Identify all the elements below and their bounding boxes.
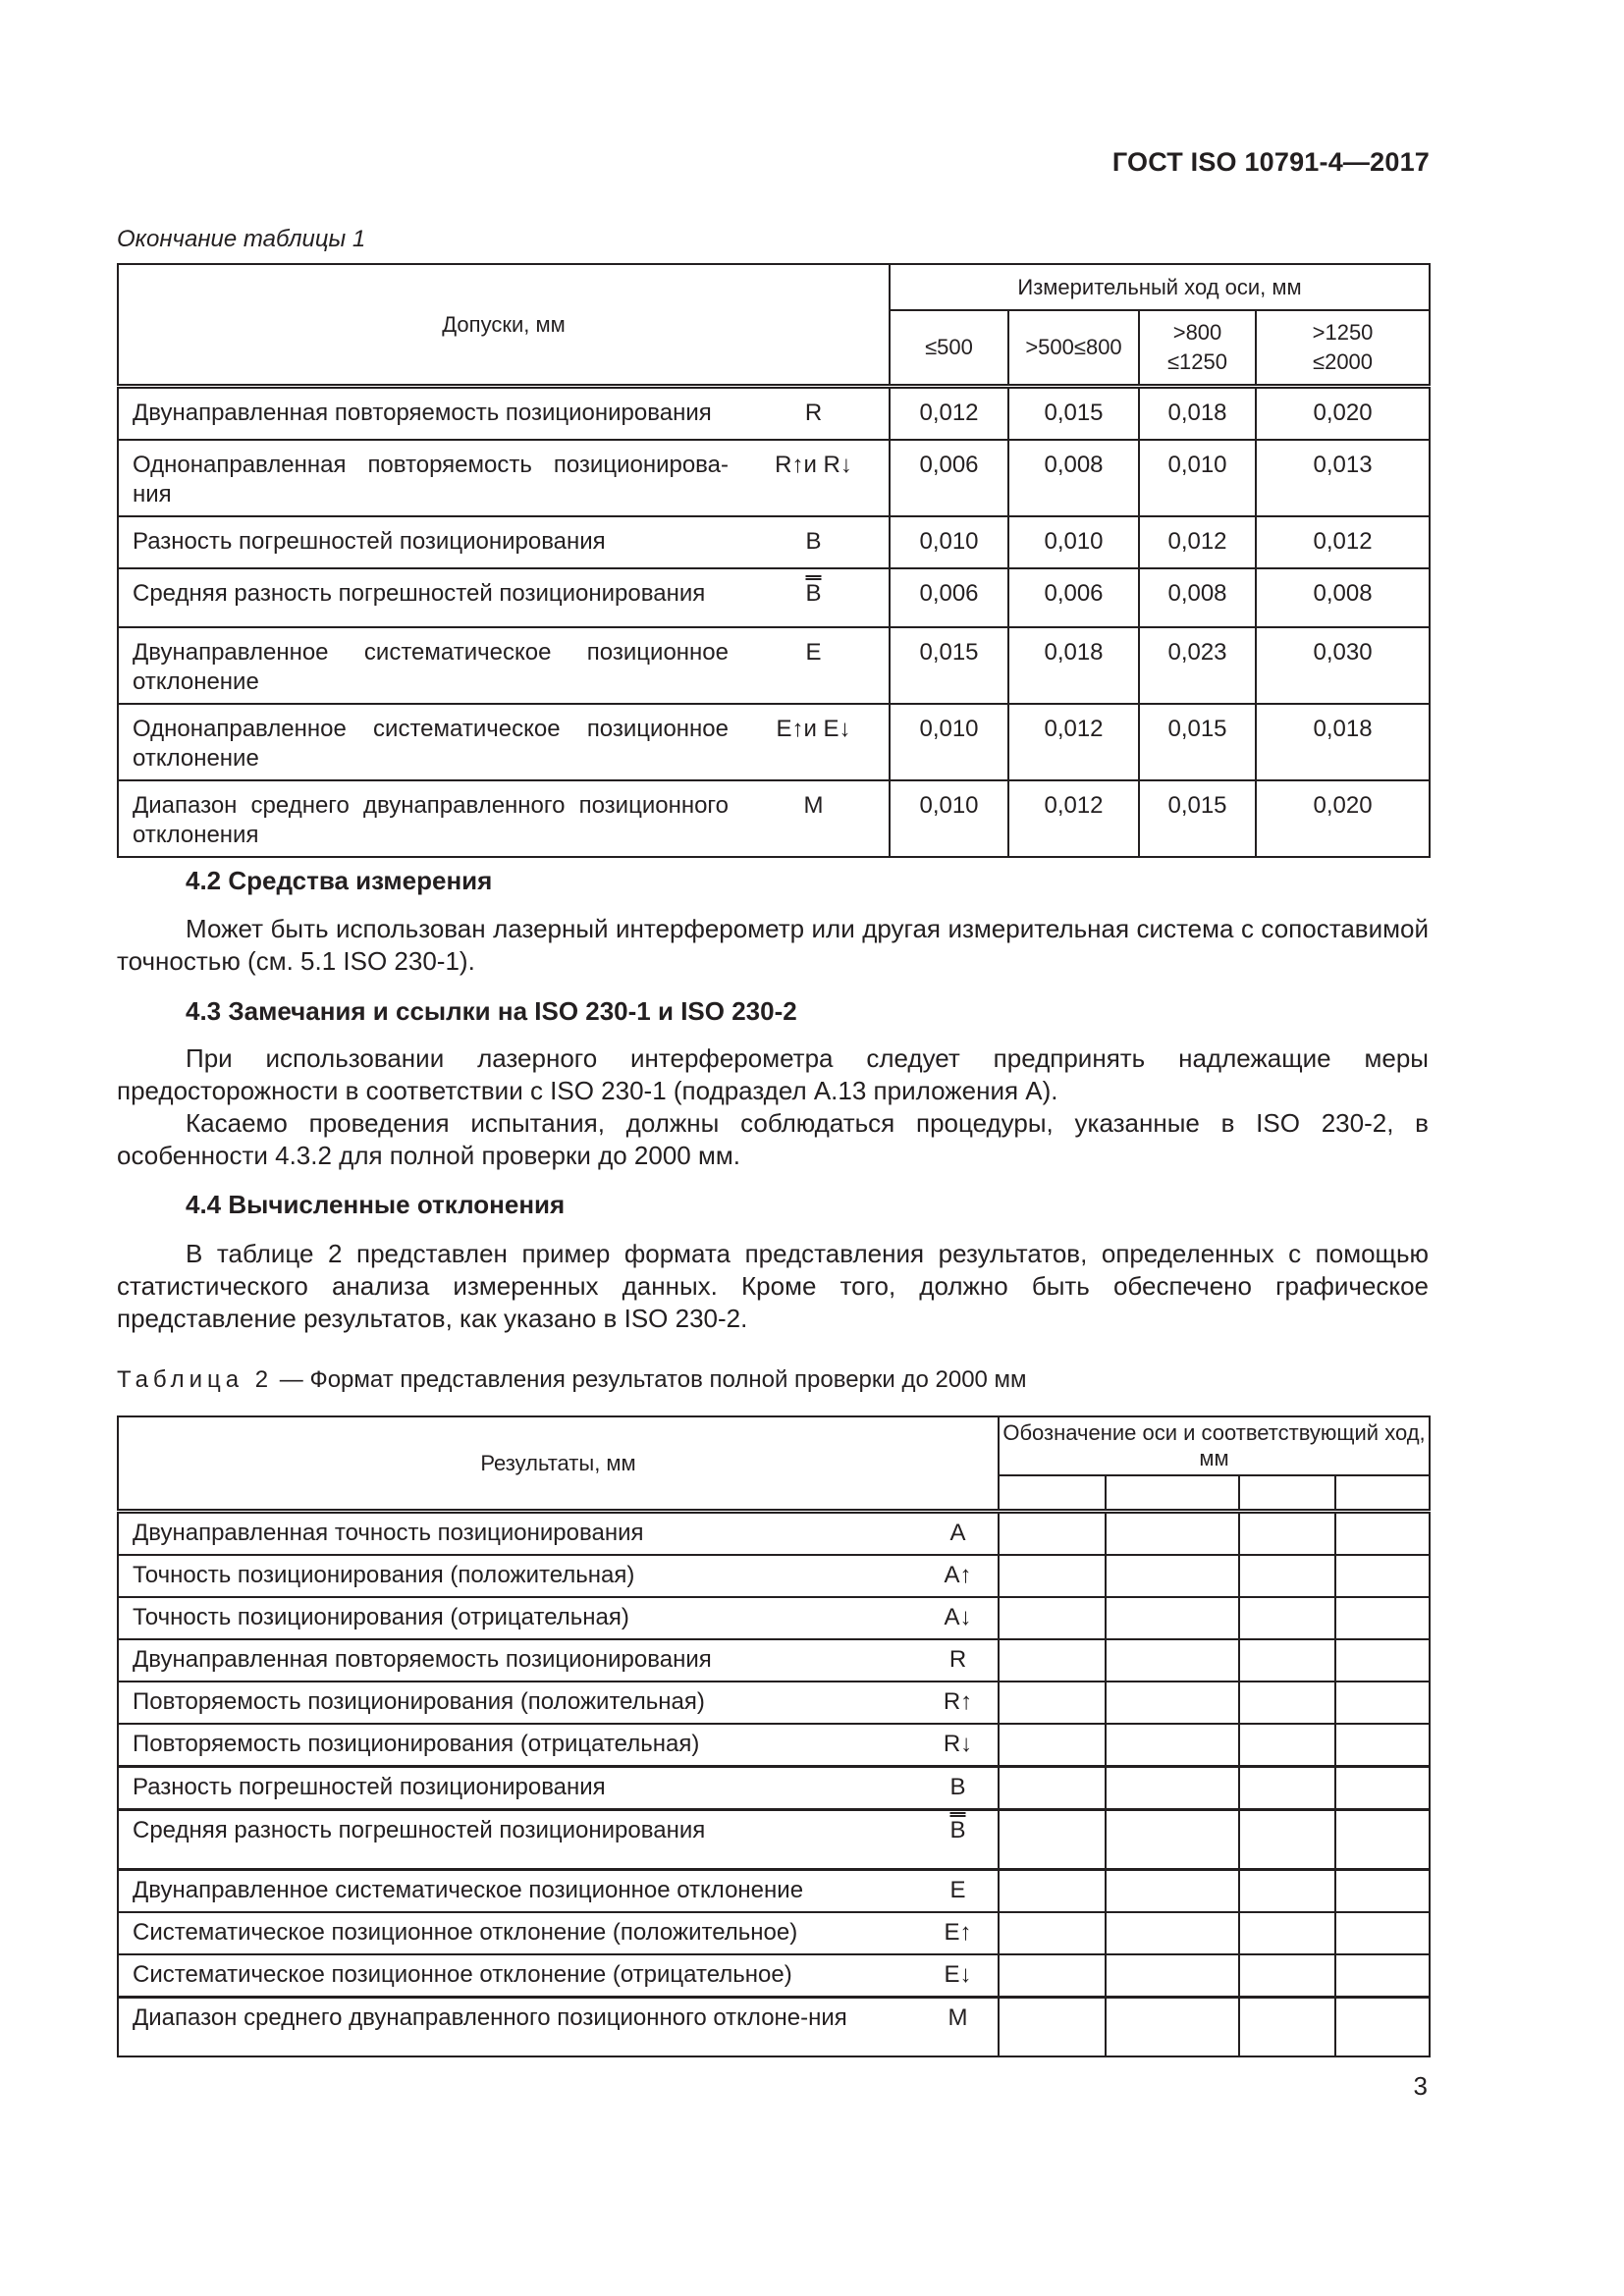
empty-cell [1106, 1998, 1239, 2057]
table1-group-header: Измерительный ход оси, мм [890, 264, 1430, 310]
row-symbol: R↓ [918, 1724, 999, 1767]
table2-caption [117, 1366, 1027, 1394]
empty-cell [1106, 1682, 1239, 1724]
b-bar-symbol: B [949, 1817, 966, 1843]
empty-cell [999, 1810, 1106, 1870]
empty-cell [1335, 1954, 1430, 1998]
empty-cell [999, 1998, 1106, 2057]
empty-cell [1335, 1724, 1430, 1767]
empty-cell [999, 1597, 1106, 1639]
b-bar-symbol: B [805, 580, 822, 607]
cell-value: 0,012 [1008, 780, 1139, 857]
empty-cell [1335, 1767, 1430, 1810]
empty-cell [1106, 1724, 1239, 1767]
cell-value: 0,015 [1139, 780, 1256, 857]
empty-cell [1239, 1682, 1335, 1724]
table-row [118, 1954, 1430, 1998]
table2-col-header: Результаты, мм [118, 1416, 999, 1512]
row-description: Разность погрешностей позиционирования [118, 516, 742, 568]
empty-cell [1335, 1639, 1430, 1682]
empty-cell [1239, 1639, 1335, 1682]
row-description: Двунаправленная повторяемость позиционирования [118, 387, 742, 441]
empty-cell [999, 1870, 1106, 1913]
cell-value: 0,030 [1256, 627, 1430, 704]
paragraph: При использовании лазерного интерферометра следует предпринять надлежащие меры предосторожности в соответствии с ISO 230-1 (подраздел A.13 приложения A). [117, 1043, 1429, 1105]
empty-cell [1335, 1998, 1430, 2057]
table-row [118, 1639, 1430, 1682]
row-description: Двунаправленное систематическое позиционное отклонение [118, 627, 742, 704]
empty-cell [1106, 1912, 1239, 1954]
cell-value: 0,018 [1256, 704, 1430, 780]
cell-value: 0,008 [1256, 568, 1430, 627]
section-heading-4-3: 4.3 Замечания и ссылки на ISO 230-1 и ISO 230-2 [186, 996, 797, 1026]
empty-cell [1335, 1870, 1430, 1913]
table-row [118, 704, 1430, 780]
empty-cell [1239, 1767, 1335, 1810]
row-description: Средняя разность погрешностей позиционирования [118, 568, 742, 627]
row-symbol: E [918, 1870, 999, 1913]
row-symbol: B [742, 516, 890, 568]
cell-value: 0,018 [1139, 387, 1256, 441]
cell-value: 0,010 [1139, 440, 1256, 516]
row-symbol: M [742, 780, 890, 857]
empty-cell [999, 1639, 1106, 1682]
table-row [118, 568, 1430, 627]
paragraph: Может быть использован лазерный интерферометр или другая измерительная система с сопоставимой точностью (см. 5.1 ISO 230-1). [117, 914, 1429, 976]
table-row [118, 1767, 1430, 1810]
empty-cell [1239, 1555, 1335, 1597]
table2-caption-label: Таблица 2 [117, 1366, 274, 1393]
section-heading-4-4: 4.4 Вычисленные отклонения [186, 1190, 566, 1219]
table-row [118, 440, 1430, 516]
table2-caption-text: — Формат представления результатов полной проверки до 2000 мм [273, 1366, 1027, 1393]
table-row [118, 1555, 1430, 1597]
cell-value: 0,015 [890, 627, 1008, 704]
empty-cell [1106, 1639, 1239, 1682]
axis-header-empty [1106, 1475, 1239, 1512]
row-symbol: E↑ [918, 1912, 999, 1954]
empty-cell [1106, 1870, 1239, 1913]
range-header: >800 ≤1250 [1139, 310, 1256, 387]
row-description: Разность погрешностей позиционирования [118, 1767, 918, 1810]
document-id: ГОСТ ISO 10791-4—2017 [1111, 147, 1430, 177]
empty-cell [1106, 1767, 1239, 1810]
empty-cell [999, 1954, 1106, 1998]
table-row [118, 1597, 1430, 1639]
empty-cell [1106, 1555, 1239, 1597]
row-symbol: A↑ [918, 1555, 999, 1597]
row-symbol: B [918, 1767, 999, 1810]
empty-cell [999, 1724, 1106, 1767]
cell-value: 0,008 [1008, 440, 1139, 516]
row-description: Систематическое позиционное отклонение (положительное) [118, 1912, 918, 1954]
cell-value: 0,012 [1139, 516, 1256, 568]
paragraph: В таблице 2 представлен пример формата представления результатов, определенных с помощью статистического анализа измеренных данных. Кроме того, должно быть обеспечено графическое представление результатов, как указано в ISO 230-2. [117, 1239, 1429, 1333]
empty-cell [1106, 1512, 1239, 1556]
table-row [118, 780, 1430, 857]
row-description: Точность позиционирования (положительная) [118, 1555, 918, 1597]
empty-cell [1239, 1912, 1335, 1954]
empty-cell [1335, 1912, 1430, 1954]
axis-header-empty [1335, 1475, 1430, 1512]
cell-value: 0,020 [1256, 780, 1430, 857]
empty-cell [1239, 1724, 1335, 1767]
table-row [118, 1682, 1430, 1724]
cell-value: 0,012 [890, 387, 1008, 441]
cell-value: 0,008 [1139, 568, 1256, 627]
empty-cell [999, 1555, 1106, 1597]
table1-col-header: Допуски, мм [118, 264, 890, 387]
table-row [118, 1912, 1430, 1954]
empty-cell [1335, 1597, 1430, 1639]
row-description: Точность позиционирования (отрицательная) [118, 1597, 918, 1639]
paragraph: Касаемо проведения испытания, должны соблюдаться процедуры, указанные в ISO 230-2, в особенности 4.3.2 для полной проверки до 2000 мм. [117, 1108, 1429, 1170]
cell-value: 0,010 [890, 516, 1008, 568]
range-header: >500≤800 [1008, 310, 1139, 387]
row-description: Двунаправленная повторяемость позиционирования [118, 1639, 918, 1682]
table-row [118, 387, 1430, 441]
empty-cell [1106, 1597, 1239, 1639]
empty-cell [1335, 1810, 1430, 1870]
row-symbol: R↑ [918, 1682, 999, 1724]
table-row [118, 1724, 1430, 1767]
table2 [117, 1415, 1431, 2057]
empty-cell [1239, 1870, 1335, 1913]
table1 [117, 263, 1431, 858]
empty-cell [1239, 1597, 1335, 1639]
cell-value: 0,020 [1256, 387, 1430, 441]
row-symbol: R [742, 387, 890, 441]
table-row [118, 1512, 1430, 1556]
row-symbol: R [918, 1639, 999, 1682]
cell-value: 0,018 [1008, 627, 1139, 704]
cell-value: 0,010 [890, 780, 1008, 857]
cell-value: 0,006 [890, 568, 1008, 627]
empty-cell [999, 1512, 1106, 1556]
row-description: Однонаправленная повторяемость позиционирова-ния [118, 440, 742, 516]
cell-value: 0,013 [1256, 440, 1430, 516]
empty-cell [1239, 1954, 1335, 1998]
row-symbol: E↑и E↓ [742, 704, 890, 780]
axis-header-empty [999, 1475, 1106, 1512]
table-row [118, 1810, 1430, 1870]
row-description: Однонаправленное систематическое позиционное отклонение [118, 704, 742, 780]
row-symbol: E↓ [918, 1954, 999, 1998]
empty-cell [999, 1912, 1106, 1954]
cell-value: 0,010 [1008, 516, 1139, 568]
empty-cell [1335, 1555, 1430, 1597]
row-description: Двунаправленное систематическое позиционное отклонение [118, 1870, 918, 1913]
empty-cell [1239, 1998, 1335, 2057]
empty-cell [1239, 1512, 1335, 1556]
row-description: Диапазон среднего двунаправленного позиционного отклонения [118, 780, 742, 857]
row-description: Диапазон среднего двунаправленного позиционного отклоне-ния [118, 1998, 918, 2057]
cell-value: 0,010 [890, 704, 1008, 780]
row-symbol [742, 568, 890, 627]
row-description: Систематическое позиционное отклонение (отрицательное) [118, 1954, 918, 1998]
row-symbol [918, 1810, 999, 1870]
cell-value: 0,015 [1139, 704, 1256, 780]
empty-cell [1335, 1682, 1430, 1724]
table1-caption: Окончание таблицы 1 [117, 226, 366, 252]
row-symbol: A [918, 1512, 999, 1556]
empty-cell [999, 1767, 1106, 1810]
table-row [118, 1998, 1430, 2057]
axis-header-empty [1239, 1475, 1335, 1512]
table-row [118, 1870, 1430, 1913]
empty-cell [999, 1682, 1106, 1724]
row-symbol: A↓ [918, 1597, 999, 1639]
row-description: Повторяемость позиционирования (положительная) [118, 1682, 918, 1724]
page-number: 3 [1413, 2071, 1428, 2101]
table-row [118, 516, 1430, 568]
row-symbol: M [918, 1998, 999, 2057]
row-description: Повторяемость позиционирования (отрицательная) [118, 1724, 918, 1767]
row-description: Двунаправленная точность позиционирования [118, 1512, 918, 1556]
table2-group-header: Обозначение оси и соответствующий ход, мм [999, 1416, 1430, 1475]
range-header: >1250 ≤2000 [1256, 310, 1430, 387]
cell-value: 0,006 [1008, 568, 1139, 627]
empty-cell [1335, 1512, 1430, 1556]
empty-cell [1239, 1810, 1335, 1870]
row-symbol: E [742, 627, 890, 704]
row-symbol: R↑и R↓ [742, 440, 890, 516]
cell-value: 0,012 [1008, 704, 1139, 780]
cell-value: 0,012 [1256, 516, 1430, 568]
cell-value: 0,006 [890, 440, 1008, 516]
cell-value: 0,015 [1008, 387, 1139, 441]
cell-value: 0,023 [1139, 627, 1256, 704]
row-description: Средняя разность погрешностей позиционирования [118, 1810, 918, 1870]
range-header: ≤500 [890, 310, 1008, 387]
section-heading-4-2: 4.2 Средства измерения [186, 866, 493, 895]
empty-cell [1106, 1954, 1239, 1998]
table-row [118, 627, 1430, 704]
empty-cell [1106, 1810, 1239, 1870]
